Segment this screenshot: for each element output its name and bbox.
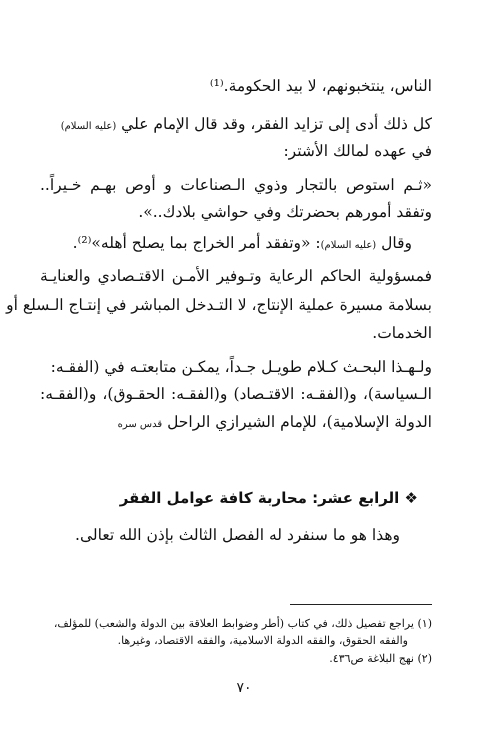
footnote-1-line-1: (١) يراجع تفصيل ذلك، في كتاب (أطر وضوابط العلاقة بين الدولة والشعب) للمؤلف، <box>53 617 432 630</box>
paragraph-4-line <box>40 232 432 257</box>
paragraph-6-line-3 <box>40 411 432 436</box>
paragraph-4-text-b: : «وتفقد أمر الخراج بما يصلح أهله»⁽²⁾. <box>72 234 321 252</box>
footnote-divider <box>290 604 432 605</box>
paragraph-2-line-2: في عهده لمالك الأشتر: <box>283 142 432 160</box>
paragraph-6-line-2: الـسياسة)، و(الفقـه: الاقتـصاد) و(الفقـه: الحقـوق)، و(الفقـه: <box>40 385 432 403</box>
paragraph-5-line-3: الخدمات. <box>372 324 432 342</box>
paragraph-1-line-1: الناس، ينتخبونهم، لا بيد الحكومة.⁽¹⁾ <box>209 77 432 95</box>
page-number: ٧٠ <box>236 680 252 696</box>
paragraph-7: وهذا هو ما سنفرد له الفصل الثالث بإذن الله تعالى. <box>75 526 400 544</box>
paragraph-6-text: الدولة الإسلامية)، للإمام الشيرازي الراحل <box>162 413 432 431</box>
paragraph-6-line-1: ولـهـذا البحـث كـلام طويـل جـداً، يمكـن متابعتـه في (الفقـه: <box>50 358 432 376</box>
paragraph-5-line-1: فمسؤولية الحاكم الرعاية وتـوفير الأمـن الاقتـصادي والعنايـة <box>40 267 432 285</box>
footnote-2: (٢) نهج البلاغة ص٤٣٦. <box>329 652 432 665</box>
honorific-alayhi-salam: (عليه السلام) <box>60 121 117 132</box>
quote-line-2: وتفقد أمورهم بحضرتك وفي حواشي بلادك..». <box>138 203 432 221</box>
section-heading: ❖ الرابع عشر: محاربة كافة عوامل الفقر <box>119 489 418 507</box>
paragraph-4-text-a: وقال <box>376 234 412 252</box>
quote-line-1: «ثـم استوص بالتجار وذوي الـصناعات و أوص بهـم خـيراً.. <box>40 176 432 194</box>
paragraph-2-line-1 <box>40 113 432 138</box>
paragraph-5-line-2: بسلامة مسيرة عملية الإنتاج، لا التـدخل المباشر في إنتـاج الـسلع أو <box>6 296 432 314</box>
honorific-alayhi-salam: (عليه السلام) <box>320 240 377 251</box>
footnote-1-line-2: والفقه الحقوق، والفقه الدولة الاسلامية، والفقه الاقتصاد، وغيرها. <box>117 634 408 647</box>
honorific-qaddasa-sirruh: قدس سره <box>117 419 163 430</box>
paragraph-2-text: كل ذلك أدى إلى تزايد الفقر، وقد قال الإمام علي <box>116 115 432 133</box>
